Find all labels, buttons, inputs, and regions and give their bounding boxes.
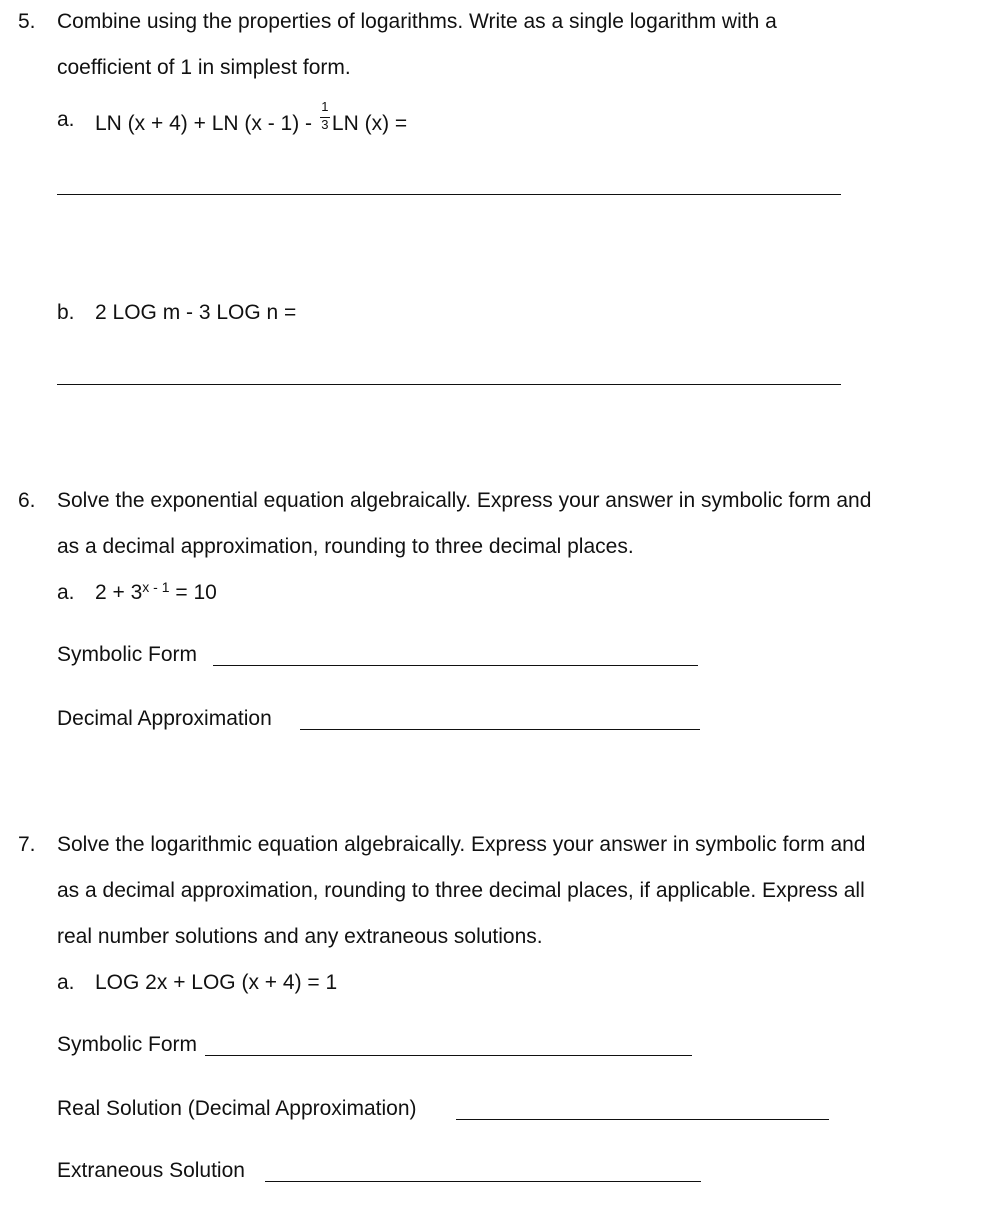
q5a-expr-start: LN (x + 4) + LN (x - 1) - (95, 112, 318, 135)
q7-instruction-line2: as a decimal approximation, rounding to three decimal places, if applicable. Express all (57, 879, 865, 902)
q6a-base: 2 + 3 (95, 581, 143, 604)
q7-number: 7. (18, 833, 36, 856)
q5-instruction-line2: coefficient of 1 in simplest form. (57, 56, 351, 79)
q5a-answer-line[interactable] (57, 194, 841, 195)
q7-extraneous-answer-line[interactable] (265, 1181, 701, 1182)
q5b-expression: 2 LOG m - 3 LOG n = (95, 301, 297, 324)
q5-number: 5. (18, 10, 36, 33)
q7a-label: a. (57, 971, 75, 994)
q5a-frac-numerator: 1 (321, 99, 329, 114)
q5a-label: a. (57, 108, 75, 131)
q7-instruction-line1: Solve the logarithmic equation algebraically. Express your answer in symbolic form and (57, 833, 866, 856)
q7-instruction-line3: real number solutions and any extraneous solutions. (57, 925, 543, 948)
q6a-equation (95, 579, 217, 604)
q5a-expr-end: LN (x) = (331, 112, 408, 135)
q6-symbolic-label: Symbolic Form (57, 643, 198, 666)
q5a-expression (95, 99, 408, 135)
q5b-label: b. (57, 301, 75, 324)
q6-decimal-label: Decimal Approximation (57, 707, 272, 730)
q5a-frac-denominator: 3 (321, 117, 329, 132)
q7-real-solution-answer-line[interactable] (456, 1119, 829, 1120)
q6-number: 6. (18, 489, 36, 512)
q7-real-solution-label: Real Solution (Decimal Approximation) (57, 1097, 417, 1120)
q6-symbolic-answer-line[interactable] (213, 665, 698, 666)
q5-instruction-line1: Combine using the properties of logarithms. Write as a single logarithm with a (57, 10, 777, 33)
q5b-answer-line[interactable] (57, 384, 841, 385)
q7-symbolic-answer-line[interactable] (205, 1055, 692, 1056)
q6-instruction-line2: as a decimal approximation, rounding to three decimal places. (57, 535, 634, 558)
q7-extraneous-label: Extraneous Solution (57, 1159, 245, 1182)
q7-symbolic-label: Symbolic Form (57, 1033, 198, 1056)
q6a-rest: = 10 (175, 581, 217, 604)
q6-instruction-line1: Solve the exponential equation algebraically. Express your answer in symbolic form and (57, 489, 872, 512)
q6a-label: a. (57, 581, 75, 604)
q6-decimal-answer-line[interactable] (300, 729, 700, 730)
q5a-fraction (319, 99, 331, 132)
q7a-equation: LOG 2x + LOG (x + 4) = 1 (95, 971, 338, 994)
q6a-exponent: x - 1 (142, 579, 170, 595)
